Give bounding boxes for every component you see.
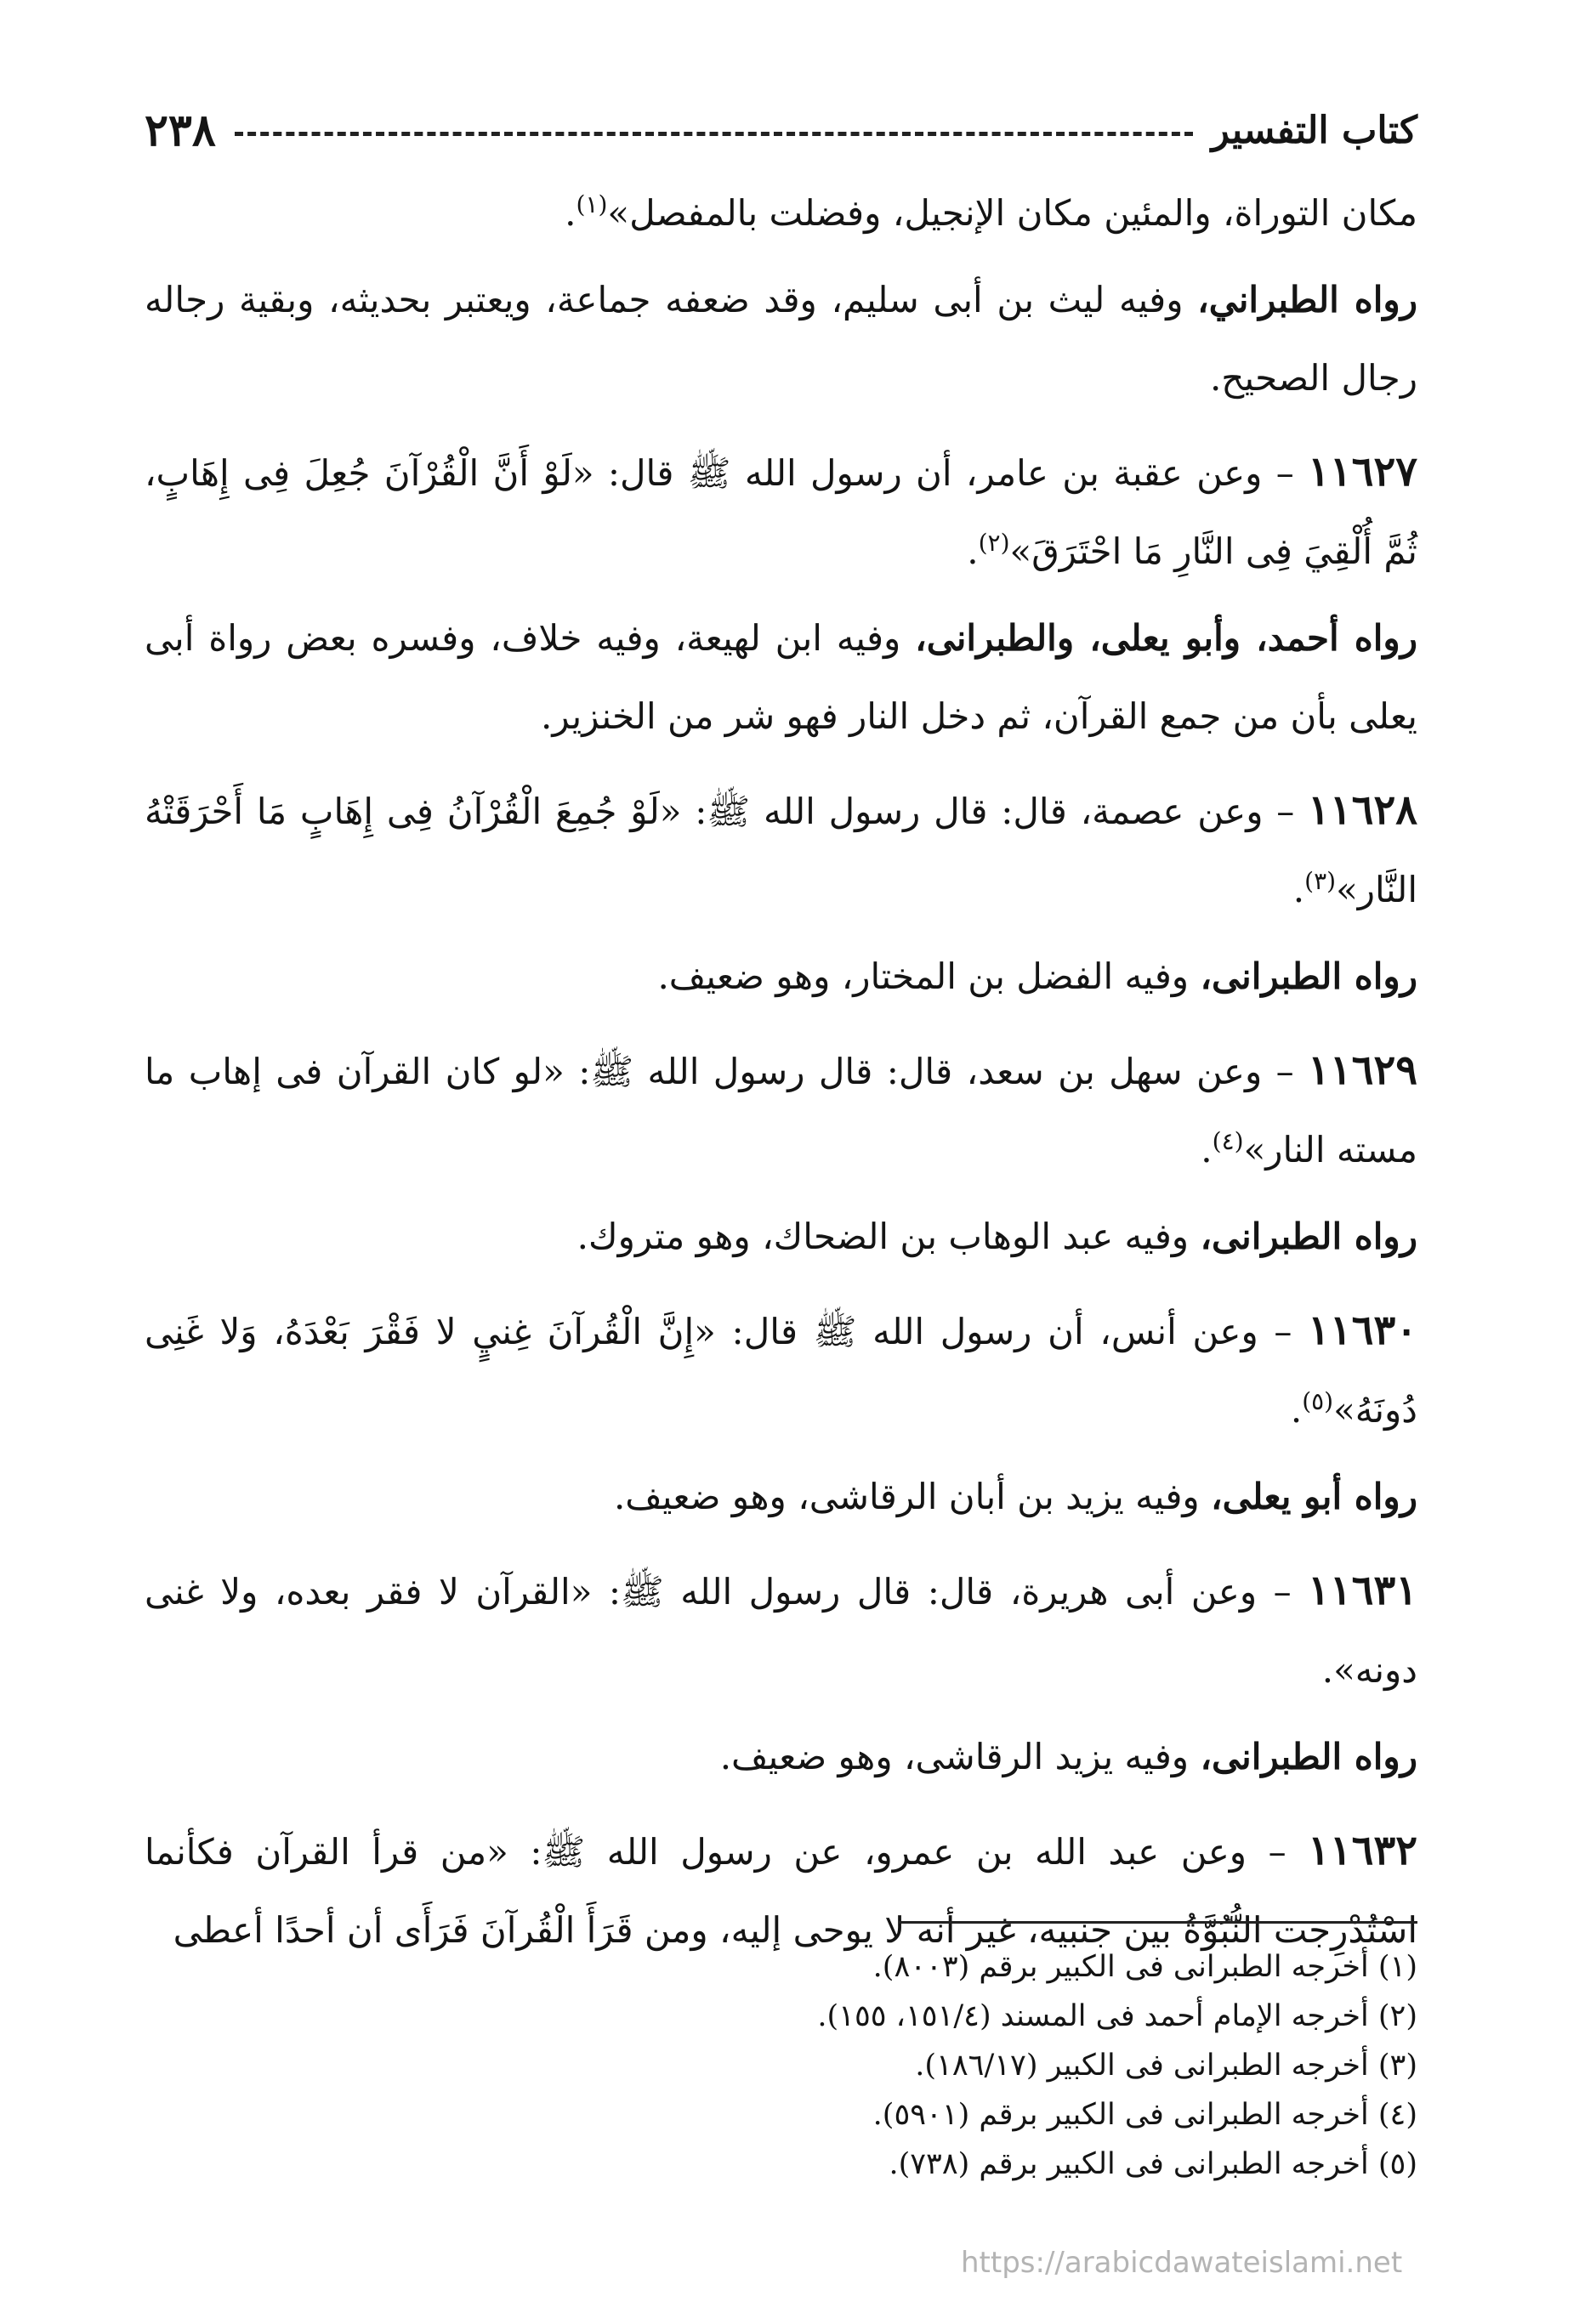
footnote: (٥) أخرجه الطبرانى فى الكبير برقم (٧٣٨). — [889, 2147, 1417, 2181]
paragraph-text: وفيه عبد الوهاب بن الضحاك، وهو متروك. — [576, 1216, 1201, 1257]
narrators: رواه الطبرانى، — [1200, 1216, 1417, 1257]
paragraph-text: وفيه الفضل بن المختار، وهو ضعيف. — [657, 955, 1201, 997]
paragraph-text: وفيه يزيد الرقاشى، وهو ضعيف. — [719, 1736, 1201, 1777]
narration-paragraph — [145, 1198, 1417, 1276]
footnote-ref: (٣) — [1304, 867, 1337, 895]
hadith-paragraph — [145, 1031, 1417, 1189]
hadith-text: – وعن عقبة بن عامر، أن رسول الله ﷺ قال: «لَوْ أَنَّ الْقُرْآنَ جُعِلَ فِى إِهَابٍ، ثُمَّ أُلْقِيَ فِى النَّارِ مَا احْتَرَقَ» — [145, 452, 1417, 572]
narration-paragraph — [145, 1458, 1417, 1536]
watermark-url: https://arabicdawateislami.net — [961, 2246, 1403, 2280]
hadith-text: – وعن أبى هريرة، قال: قال رسول الله ﷺ: «القرآن لا فقر بعده، ولا غنى دونه». — [145, 1571, 1417, 1691]
paragraph-end: . — [1201, 1129, 1213, 1171]
hadith-text: – وعن أنس، أن رسول الله ﷺ قال: «إِنَّ الْقُرآنَ غِنيٍ لا فَقْرَ بَعْدَهُ، وَلا غَنِى دُونَهُ» — [145, 1311, 1417, 1431]
continuation-paragraph — [145, 174, 1417, 252]
narrators: رواه الطبرانى، — [1200, 955, 1417, 997]
paragraph-end: . — [1290, 1389, 1303, 1431]
footnotes — [145, 1942, 1417, 2189]
hadith-paragraph — [145, 433, 1417, 591]
narrators: رواه أبو يعلى، — [1211, 1476, 1417, 1517]
hadith-number: ١١٦٢٨ — [1308, 786, 1417, 834]
page-number: ٢٣٨ — [145, 104, 216, 156]
page-body — [145, 174, 1417, 1978]
narration-paragraph — [145, 1718, 1417, 1796]
paragraph-end: . — [967, 530, 979, 572]
paragraph-text: وفيه ابن لهيعة، وفيه خلاف، وفسره بعض رواة أبى يعلى بأن من جمع القرآن، ثم دخل النار فهو شر من الخنزير. — [145, 617, 1417, 737]
hadith-paragraph — [145, 1291, 1417, 1449]
paragraph-end: . — [1292, 869, 1305, 910]
header-rule — [235, 132, 1193, 136]
narrators: رواه أحمد، وأبو يعلى، والطبرانى، — [915, 617, 1417, 659]
narration-paragraph — [145, 938, 1417, 1016]
footnote-ref: (٥) — [1302, 1387, 1334, 1415]
footnote-separator — [899, 1921, 1417, 1924]
hadith-paragraph — [145, 771, 1417, 929]
book-title: كتاب التفسير — [1211, 108, 1417, 152]
paragraph-end: . — [565, 192, 576, 234]
hadith-number: ١١٦٣٢ — [1308, 1827, 1417, 1874]
footnote-ref: (١) — [576, 190, 608, 218]
footnote: (٢) أخرجه الإمام أحمد فى المسند (١٥١/٤، ١٥٥). — [817, 1999, 1417, 2033]
footnote: (٤) أخرجه الطبرانى فى الكبير برقم (٥٩٠١). — [872, 2098, 1417, 2132]
paragraph-text: مكان التوراة، والمئين مكان الإنجيل، وفضلت بالمفصل» — [607, 192, 1417, 234]
hadith-number: ١١٦٣١ — [1308, 1567, 1417, 1614]
hadith-number: ١١٦٣٠ — [1308, 1307, 1417, 1354]
hadith-paragraph — [145, 1551, 1417, 1709]
hadith-text: – وعن سهل بن سعد، قال: قال رسول الله ﷺ: «لو كان القرآن فى إهاب ما مسته النار» — [145, 1051, 1417, 1171]
narration-paragraph — [145, 261, 1417, 417]
hadith-text: – وعن عبد الله بن عمرو، عن رسول الله ﷺ: «من قرأ القرآن فكأنما اسْتُدْرِجت النُّبُوَّةُ بين جنبيه، غير أنه لا يوحى إليه، ومن قَرَأَ الْقُرآنَ فَرَأَى أن أحدًا أعطى — [145, 1831, 1417, 1951]
narrators: رواه الطبرانى، — [1200, 1736, 1417, 1777]
hadith-number: ١١٦٢٧ — [1308, 448, 1417, 496]
footnote: (١) أخرجه الطبرانى فى الكبير برقم (٨٠٠٣). — [872, 1950, 1417, 1984]
footnote-ref: (٤) — [1212, 1127, 1244, 1155]
hadith-text: – وعن عصمة، قال: قال رسول الله ﷺ: «لَوْ جُمِعَ الْقُرْآنُ فِى إِهَابٍ مَا أَحْرَقَتْهُ النَّار» — [145, 791, 1417, 910]
footnote: (٣) أخرجه الطبرانى فى الكبير (١٨٦/١٧). — [915, 2049, 1417, 2083]
footnote-ref: (٢) — [978, 529, 1010, 557]
paragraph-text: وفيه يزيد بن أبان الرقاشى، وهو ضعيف. — [613, 1476, 1212, 1517]
hadith-number: ١١٦٢٩ — [1308, 1046, 1417, 1094]
narrators: رواه الطبراني، — [1197, 279, 1417, 320]
page-header — [145, 100, 1417, 160]
narration-paragraph — [145, 599, 1417, 756]
paragraph-text: وفيه ليث بن أبى سليم، وقد ضعفه جماعة، ويعتبر بحديثه، وبقية رجاله رجال الصحيح. — [145, 279, 1417, 399]
